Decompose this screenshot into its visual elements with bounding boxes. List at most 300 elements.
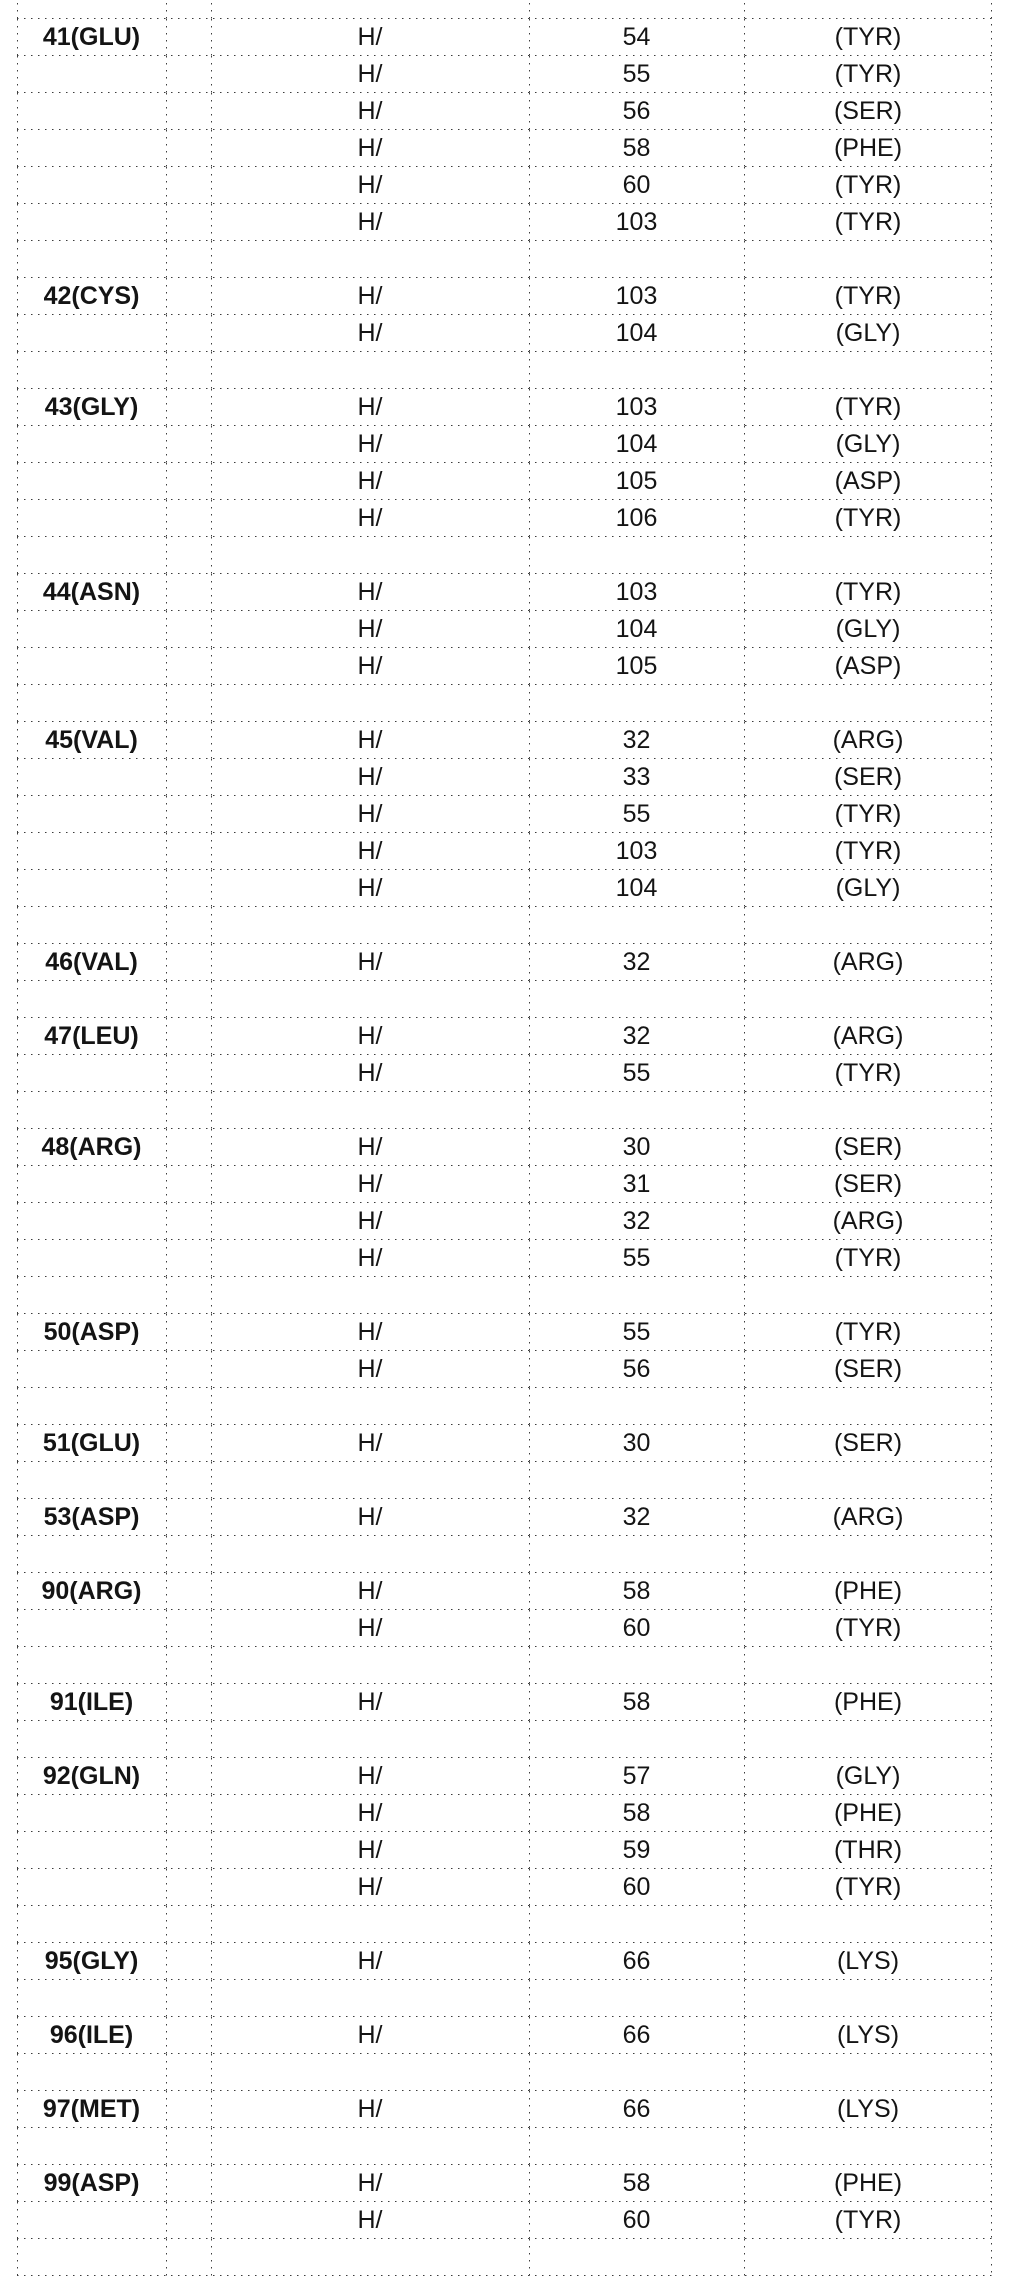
spacer-cell (166, 2202, 211, 2239)
donor-atom-cell: H/ (211, 130, 529, 167)
donor-atom-cell: H/ (211, 1129, 529, 1166)
residue-cell: 97(MET) (17, 2091, 166, 2128)
partner-number-cell (529, 352, 744, 389)
partner-residue-cell (744, 1388, 992, 1425)
partner-residue-cell (744, 1462, 992, 1499)
donor-atom-cell: H/ (211, 722, 529, 759)
partner-residue-cell: (PHE) (744, 1684, 992, 1721)
residue-cell (17, 315, 166, 352)
partner-residue-cell: (GLY) (744, 611, 992, 648)
spacer-cell (166, 2091, 211, 2128)
partner-number-cell: 58 (529, 1795, 744, 1832)
partner-residue-cell: (TYR) (744, 2202, 992, 2239)
donor-atom-cell: H/ (211, 1758, 529, 1795)
residue-cell (17, 56, 166, 93)
donor-atom-cell: H/ (211, 278, 529, 315)
partner-number-cell: 103 (529, 833, 744, 870)
partner-number-cell: 103 (529, 204, 744, 241)
residue-cell: 92(GLN) (17, 1758, 166, 1795)
partner-residue-cell: (TYR) (744, 167, 992, 204)
spacer-cell (166, 93, 211, 130)
partner-number-cell (529, 241, 744, 278)
donor-atom-cell: H/ (211, 1684, 529, 1721)
donor-atom-cell: H/ (211, 1166, 529, 1203)
partner-number-cell: 55 (529, 796, 744, 833)
partner-residue-cell: (ARG) (744, 1203, 992, 1240)
contact-row (17, 1018, 992, 1055)
residue-cell (17, 611, 166, 648)
spacer-cell (166, 907, 211, 944)
donor-atom-cell (211, 907, 529, 944)
partner-number-cell: 58 (529, 130, 744, 167)
partner-residue-cell: (PHE) (744, 1795, 992, 1832)
partner-residue-cell (744, 1721, 992, 1758)
residue-cell (17, 870, 166, 907)
partner-residue-cell: (ASP) (744, 648, 992, 685)
donor-atom-cell: H/ (211, 1314, 529, 1351)
contact-row (17, 2091, 992, 2128)
residue-cell (17, 1610, 166, 1647)
donor-atom-cell: H/ (211, 611, 529, 648)
residue-cell (17, 1536, 166, 1573)
contact-row (17, 611, 992, 648)
spacer-cell (166, 1573, 211, 1610)
spacer-cell (166, 352, 211, 389)
contact-row (17, 1055, 992, 1092)
partner-number-cell: 30 (529, 1425, 744, 1462)
donor-atom-cell: H/ (211, 2091, 529, 2128)
partner-residue-cell: (TYR) (744, 389, 992, 426)
residue-cell: 44(ASN) (17, 574, 166, 611)
partner-number-cell: 56 (529, 93, 744, 130)
donor-atom-cell (211, 0, 529, 19)
residue-cell (17, 1647, 166, 1684)
partner-number-cell: 103 (529, 278, 744, 315)
partner-number-cell (529, 1462, 744, 1499)
donor-atom-cell (211, 1462, 529, 1499)
partner-residue-cell (744, 0, 992, 19)
partner-residue-cell: (GLY) (744, 315, 992, 352)
spacer-cell (166, 1055, 211, 1092)
partner-residue-cell (744, 907, 992, 944)
contact-row (17, 19, 992, 56)
donor-atom-cell: H/ (211, 1425, 529, 1462)
donor-atom-cell (211, 1536, 529, 1573)
residue-cell: 42(CYS) (17, 278, 166, 315)
partner-residue-cell (744, 685, 992, 722)
residue-cell (17, 1869, 166, 1906)
partner-residue-cell: (GLY) (744, 1758, 992, 1795)
partner-number-cell: 104 (529, 870, 744, 907)
spacer-cell (166, 167, 211, 204)
partner-number-cell: 103 (529, 574, 744, 611)
residue-cell (17, 93, 166, 130)
residue-cell (17, 907, 166, 944)
contact-row (17, 315, 992, 352)
contact-row (17, 574, 992, 611)
partner-residue-cell: (TYR) (744, 500, 992, 537)
donor-atom-cell: H/ (211, 204, 529, 241)
residue-cell (17, 759, 166, 796)
contact-row (17, 796, 992, 833)
separator-row (17, 352, 992, 389)
spacer-cell (166, 2017, 211, 2054)
spacer-cell (166, 1499, 211, 1536)
residue-cell (17, 1203, 166, 1240)
partner-number-cell: 60 (529, 1869, 744, 1906)
donor-atom-cell: H/ (211, 1832, 529, 1869)
residue-cell (17, 2054, 166, 2091)
partner-number-cell (529, 1721, 744, 1758)
partner-number-cell: 58 (529, 1684, 744, 1721)
contact-row (17, 944, 992, 981)
donor-atom-cell: H/ (211, 426, 529, 463)
partner-number-cell: 104 (529, 611, 744, 648)
donor-atom-cell (211, 1388, 529, 1425)
residue-cell: 96(ILE) (17, 2017, 166, 2054)
spacer-cell (166, 1684, 211, 1721)
spacer-cell (166, 1314, 211, 1351)
residue-cell (17, 1388, 166, 1425)
partner-residue-cell: (PHE) (744, 2165, 992, 2202)
donor-atom-cell (211, 1647, 529, 1684)
spacer-cell (166, 241, 211, 278)
contact-row (17, 1351, 992, 1388)
residue-cell (17, 537, 166, 574)
residue-cell (17, 685, 166, 722)
partner-residue-cell (744, 1980, 992, 2017)
contact-row (17, 1314, 992, 1351)
residue-cell (17, 1092, 166, 1129)
contact-row (17, 870, 992, 907)
partner-residue-cell (744, 537, 992, 574)
residue-cell: 47(LEU) (17, 1018, 166, 1055)
donor-atom-cell: H/ (211, 500, 529, 537)
residue-cell: 95(GLY) (17, 1943, 166, 1980)
spacer-cell (166, 1610, 211, 1647)
partner-residue-cell: (SER) (744, 1129, 992, 1166)
donor-atom-cell: H/ (211, 389, 529, 426)
residue-cell (17, 1055, 166, 1092)
donor-atom-cell (211, 685, 529, 722)
spacer-cell (166, 981, 211, 1018)
separator-row (17, 1092, 992, 1129)
spacer-cell (166, 1980, 211, 2017)
separator-row (17, 2128, 992, 2165)
residue-cell (17, 1721, 166, 1758)
residue-cell (17, 1980, 166, 2017)
residue-cell: 91(ILE) (17, 1684, 166, 1721)
contact-row (17, 722, 992, 759)
separator-row (17, 1647, 992, 1684)
spacer-cell (166, 1351, 211, 1388)
residue-cell (17, 204, 166, 241)
partner-residue-cell (744, 2128, 992, 2165)
spacer-cell (166, 315, 211, 352)
partner-number-cell: 59 (529, 1832, 744, 1869)
contact-row (17, 204, 992, 241)
spacer-cell (166, 1388, 211, 1425)
contact-row (17, 500, 992, 537)
separator-row (17, 2239, 992, 2276)
partner-number-cell (529, 2128, 744, 2165)
donor-atom-cell: H/ (211, 1610, 529, 1647)
spacer-cell (166, 1647, 211, 1684)
partner-residue-cell (744, 1277, 992, 1314)
donor-atom-cell (211, 537, 529, 574)
separator-row (17, 537, 992, 574)
spacer-cell (166, 1943, 211, 1980)
spacer-cell (166, 1462, 211, 1499)
spacer-cell (166, 2128, 211, 2165)
contact-row (17, 93, 992, 130)
spacer-cell (166, 0, 211, 19)
partner-residue-cell: (TYR) (744, 204, 992, 241)
residue-cell (17, 833, 166, 870)
donor-atom-cell (211, 1721, 529, 1758)
partner-residue-cell: (GLY) (744, 870, 992, 907)
separator-row (17, 907, 992, 944)
partner-residue-cell: (TYR) (744, 833, 992, 870)
spacer-cell (166, 759, 211, 796)
partner-number-cell: 54 (529, 19, 744, 56)
spacer-cell (166, 1795, 211, 1832)
spacer-cell (166, 537, 211, 574)
spacer-cell (166, 1425, 211, 1462)
residue-cell (17, 1906, 166, 1943)
partner-number-cell: 57 (529, 1758, 744, 1795)
spacer-cell (166, 611, 211, 648)
contact-row (17, 1129, 992, 1166)
contact-row (17, 1166, 992, 1203)
contact-row (17, 130, 992, 167)
residue-cell: 53(ASP) (17, 1499, 166, 1536)
residue-cell (17, 463, 166, 500)
separator-row (17, 1980, 992, 2017)
donor-atom-cell: H/ (211, 463, 529, 500)
separator-row (17, 2054, 992, 2091)
contact-row (17, 56, 992, 93)
spacer-cell (166, 426, 211, 463)
spacer-cell (166, 1203, 211, 1240)
residue-cell (17, 1277, 166, 1314)
donor-atom-cell: H/ (211, 648, 529, 685)
partner-number-cell: 60 (529, 167, 744, 204)
contact-row (17, 2017, 992, 2054)
partner-residue-cell: (SER) (744, 93, 992, 130)
residue-cell: 43(GLY) (17, 389, 166, 426)
partner-residue-cell: (SER) (744, 1166, 992, 1203)
donor-atom-cell: H/ (211, 1240, 529, 1277)
spacer-cell (166, 204, 211, 241)
spacer-cell (166, 1240, 211, 1277)
contact-row (17, 1684, 992, 1721)
partner-number-cell (529, 537, 744, 574)
contact-table (17, 0, 992, 2276)
spacer-cell (166, 1832, 211, 1869)
donor-atom-cell: H/ (211, 56, 529, 93)
partner-residue-cell: (TYR) (744, 1314, 992, 1351)
spacer-cell (166, 1721, 211, 1758)
donor-atom-cell: H/ (211, 1573, 529, 1610)
residue-cell (17, 1795, 166, 1832)
donor-atom-cell: H/ (211, 2202, 529, 2239)
residue-cell (17, 981, 166, 1018)
partner-number-cell: 105 (529, 463, 744, 500)
separator-row (17, 1277, 992, 1314)
spacer-cell (166, 685, 211, 722)
partner-number-cell (529, 907, 744, 944)
donor-atom-cell: H/ (211, 833, 529, 870)
residue-cell (17, 426, 166, 463)
donor-atom-cell (211, 981, 529, 1018)
partner-number-cell (529, 1277, 744, 1314)
spacer-cell (166, 1906, 211, 1943)
residue-cell: 50(ASP) (17, 1314, 166, 1351)
contact-row (17, 426, 992, 463)
residue-cell: 48(ARG) (17, 1129, 166, 1166)
partner-residue-cell: (LYS) (744, 1943, 992, 1980)
partner-number-cell (529, 1388, 744, 1425)
partner-residue-cell: (ARG) (744, 944, 992, 981)
donor-atom-cell (211, 2239, 529, 2276)
partner-number-cell: 58 (529, 1573, 744, 1610)
separator-row (17, 685, 992, 722)
contact-row (17, 167, 992, 204)
partner-number-cell (529, 2054, 744, 2091)
donor-atom-cell (211, 352, 529, 389)
partner-residue-cell (744, 1536, 992, 1573)
residue-cell: 45(VAL) (17, 722, 166, 759)
partner-number-cell: 104 (529, 426, 744, 463)
donor-atom-cell: H/ (211, 19, 529, 56)
donor-atom-cell (211, 2054, 529, 2091)
partner-residue-cell: (SER) (744, 1351, 992, 1388)
partner-number-cell: 104 (529, 315, 744, 352)
partner-number-cell: 31 (529, 1166, 744, 1203)
partner-residue-cell: (ARG) (744, 722, 992, 759)
spacer-cell (166, 389, 211, 426)
cutoff-top-row (17, 0, 992, 19)
partner-number-cell: 32 (529, 1018, 744, 1055)
contact-row (17, 1610, 992, 1647)
partner-number-cell: 60 (529, 1610, 744, 1647)
residue-cell (17, 1462, 166, 1499)
partner-residue-cell (744, 241, 992, 278)
donor-atom-cell (211, 241, 529, 278)
partner-number-cell: 32 (529, 722, 744, 759)
partner-number-cell (529, 685, 744, 722)
contact-row (17, 1425, 992, 1462)
partner-number-cell: 55 (529, 1240, 744, 1277)
partner-number-cell: 55 (529, 1314, 744, 1351)
separator-row (17, 1536, 992, 1573)
partner-number-cell: 30 (529, 1129, 744, 1166)
spacer-cell (166, 944, 211, 981)
separator-row (17, 1388, 992, 1425)
residue-cell (17, 648, 166, 685)
donor-atom-cell: H/ (211, 167, 529, 204)
donor-atom-cell: H/ (211, 1018, 529, 1055)
partner-number-cell: 32 (529, 1499, 744, 1536)
contact-row (17, 833, 992, 870)
spacer-cell (166, 2054, 211, 2091)
donor-atom-cell: H/ (211, 759, 529, 796)
donor-atom-cell: H/ (211, 944, 529, 981)
residue-cell (17, 130, 166, 167)
donor-atom-cell: H/ (211, 1869, 529, 1906)
spacer-cell (166, 130, 211, 167)
donor-atom-cell: H/ (211, 1943, 529, 1980)
donor-atom-cell: H/ (211, 1203, 529, 1240)
partner-residue-cell (744, 1092, 992, 1129)
contact-row (17, 1758, 992, 1795)
partner-residue-cell: (TYR) (744, 19, 992, 56)
residue-cell (17, 0, 166, 19)
partner-residue-cell (744, 1647, 992, 1684)
contact-row (17, 1203, 992, 1240)
partner-residue-cell (744, 352, 992, 389)
donor-atom-cell (211, 1906, 529, 1943)
partner-residue-cell: (TYR) (744, 1055, 992, 1092)
contact-row (17, 1832, 992, 1869)
residue-cell: 99(ASP) (17, 2165, 166, 2202)
spacer-cell (166, 722, 211, 759)
partner-residue-cell: (ARG) (744, 1499, 992, 1536)
residue-cell: 46(VAL) (17, 944, 166, 981)
partner-residue-cell: (TYR) (744, 56, 992, 93)
residue-cell (17, 241, 166, 278)
partner-residue-cell: (SER) (744, 759, 992, 796)
partner-number-cell: 32 (529, 944, 744, 981)
residue-cell (17, 1166, 166, 1203)
separator-row (17, 1462, 992, 1499)
contact-row (17, 1943, 992, 1980)
partner-residue-cell: (GLY) (744, 426, 992, 463)
partner-residue-cell: (ARG) (744, 1018, 992, 1055)
donor-atom-cell: H/ (211, 574, 529, 611)
partner-residue-cell: (PHE) (744, 130, 992, 167)
spacer-cell (166, 278, 211, 315)
spacer-cell (166, 1758, 211, 1795)
donor-atom-cell (211, 2128, 529, 2165)
spacer-cell (166, 2165, 211, 2202)
spacer-cell (166, 1536, 211, 1573)
partner-number-cell (529, 981, 744, 1018)
donor-atom-cell: H/ (211, 870, 529, 907)
residue-cell (17, 352, 166, 389)
partner-number-cell: 66 (529, 2091, 744, 2128)
spacer-cell (166, 2239, 211, 2276)
spacer-cell (166, 1166, 211, 1203)
partner-residue-cell: (TYR) (744, 1240, 992, 1277)
residue-cell (17, 167, 166, 204)
contact-row (17, 1240, 992, 1277)
partner-residue-cell: (TYR) (744, 278, 992, 315)
contact-row (17, 463, 992, 500)
donor-atom-cell: H/ (211, 315, 529, 352)
spacer-cell (166, 1869, 211, 1906)
spacer-cell (166, 56, 211, 93)
partner-residue-cell: (TYR) (744, 574, 992, 611)
partner-residue-cell (744, 2054, 992, 2091)
contact-row (17, 1869, 992, 1906)
partner-number-cell (529, 1906, 744, 1943)
contact-row (17, 389, 992, 426)
partner-number-cell: 32 (529, 1203, 744, 1240)
spacer-cell (166, 833, 211, 870)
donor-atom-cell: H/ (211, 2017, 529, 2054)
